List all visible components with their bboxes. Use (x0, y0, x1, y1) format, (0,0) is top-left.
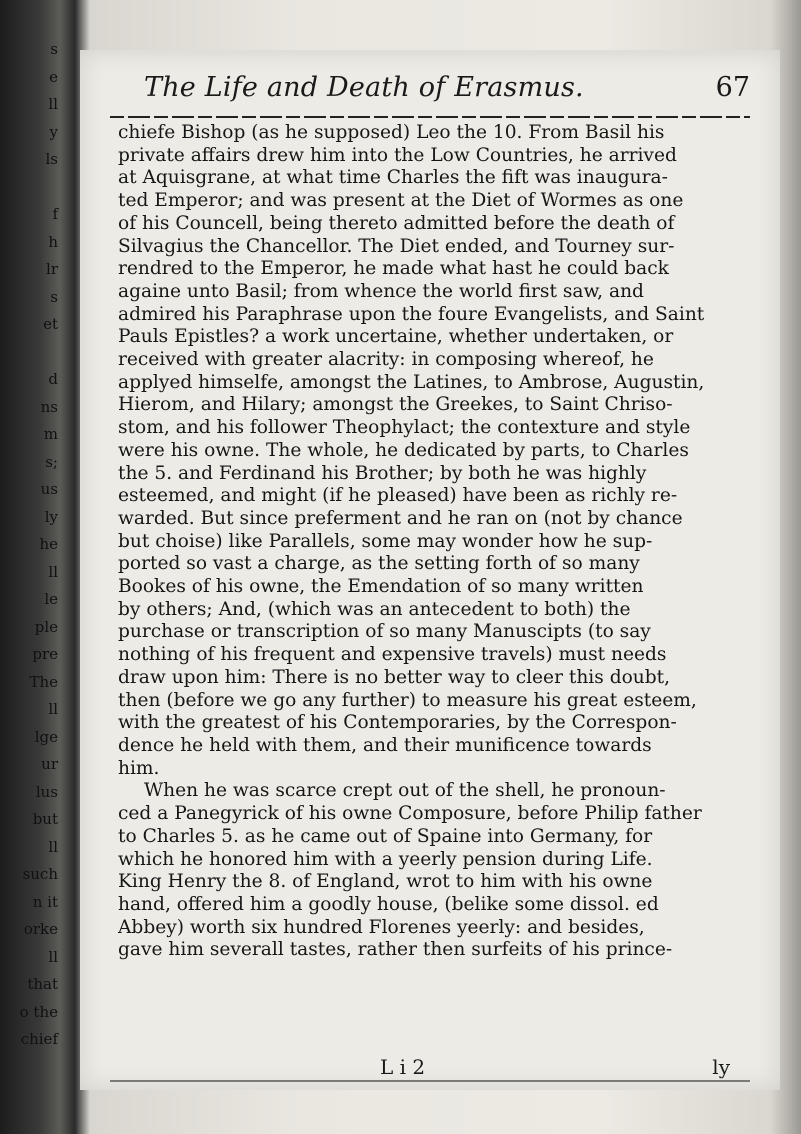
text-line: private affairs drew him into the Low Countries, he arrived (118, 144, 677, 166)
text-line: him. (118, 757, 160, 779)
signature-mark: L i 2 (380, 1055, 426, 1079)
margin-fragment: lge (34, 727, 58, 746)
text-line: King Henry the 8. of England, wrot to him with his owne (118, 871, 653, 893)
page-header (110, 72, 750, 110)
text-line: to Charles 5. as he came out of Spaine into Germany, for (118, 825, 653, 847)
margin-fragment: o the (19, 1002, 58, 1021)
margin-fragment: lr (46, 260, 58, 278)
margin-fragment: pre (32, 645, 58, 663)
margin-fragment: that (27, 975, 58, 993)
margin-fragment: et (43, 315, 58, 333)
text-line: draw upon him: There is no better way to cleer this doubt, (118, 666, 671, 688)
margin-fragment: e (49, 67, 58, 86)
text-line: received with greater alacrity: in composing whereof, he (118, 349, 654, 371)
text-line: warded. But since preferment and he ran on (not by chance (118, 507, 683, 529)
text-line: the 5. and Ferdinand his Brother; by both he was highly (118, 462, 647, 484)
margin-fragment: lus (35, 782, 58, 801)
text-line: Bookes of his owne, the Emendation of so many written (118, 576, 644, 598)
text-line: rendred to the Emperor, he made what hast he could back (118, 258, 669, 280)
header-rule (110, 116, 750, 118)
text-line: Abbey) worth six hundred Florenes yeerly: and besides, (118, 916, 645, 938)
text-line: admired his Paraphrase upon the foure Evangelists, and Saint (118, 303, 705, 325)
text-line: stom, and his follower Theophylact; the contexture and style (118, 417, 691, 439)
text-line: dence he held with them, and their munificence towards (118, 734, 652, 756)
margin-fragment: orke (23, 920, 58, 938)
text-line: nothing of his frequent and expensive travels) must needs (118, 644, 667, 666)
text-line: with the greatest of his Contemporaries, by the Correspon- (118, 712, 677, 734)
margin-fragment: ns (40, 397, 58, 416)
text-line: Silvagius the Chancellor. The Diet ended, and Tourney sur- (118, 235, 675, 257)
text-line: chiefe Bishop (as he supposed) Leo the 10. From Basil his (118, 122, 665, 143)
text-line: purchase or transcription of so many Manuscipts (to say (118, 621, 651, 643)
margin-fragment: ll (48, 562, 58, 581)
margin-fragment: s; (45, 452, 58, 471)
text-line: applyed himselfe, amongst the Latines, to Ambrose, Augustin, (118, 371, 705, 393)
margin-fragment: such (22, 865, 58, 883)
margin-fragment: f (52, 205, 58, 223)
text-line: When he was scarce crept out of the shell, he pronoun- (144, 780, 666, 802)
book-page (80, 50, 780, 1090)
text-line: ported so vast a charge, as the setting forth of so many (118, 553, 640, 575)
margin-fragment: le (44, 590, 58, 608)
margin-fragment: d (48, 370, 58, 388)
text-line: againe unto Basil; from whence the world first saw, and (118, 280, 644, 302)
margin-fragment: n it (32, 892, 58, 911)
margin-fragment: s (50, 287, 58, 306)
margin-fragment: ll (48, 947, 58, 966)
page-number: 67 (715, 72, 750, 103)
margin-fragment: ll (48, 95, 58, 113)
margin-fragment: s (50, 40, 58, 58)
text-line: were his owne. The whole, he dedicated by parts, to Charles (118, 439, 689, 461)
margin-fragment: ple (34, 617, 58, 636)
text-line: of his Councell, being thereto admitted before the death of (118, 212, 675, 234)
running-head: The Life and Death of Erasmus. (144, 72, 584, 103)
margin-fragment: ll (48, 837, 58, 856)
text-line: by others; And, (which was an antecedent to both) the (118, 598, 631, 620)
text-line: hand, offered him a goodly house, (belike some dissol. ed (118, 893, 659, 915)
margin-fragment: but (32, 810, 58, 828)
margin-fragment: he (39, 535, 58, 553)
text-line: ted Emperor; and was present at the Diet of Wormes as one (118, 190, 684, 212)
text-line: but choise) like Parallels, some may wonder how he sup- (118, 530, 653, 552)
facing-page-bleed (0, 40, 62, 1100)
margin-fragment: ly (44, 507, 58, 526)
text-line: esteemed, and might (if he pleased) have been as richly re- (118, 485, 678, 507)
margin-fragment: h (48, 232, 58, 251)
text-line: ced a Panegyrick of his owne Composure, before Philip father (118, 803, 702, 825)
margin-fragment: us (40, 480, 58, 498)
margin-fragment: m (43, 425, 58, 443)
text-line: which he honored him with a yeerly pension during Life. (118, 848, 653, 870)
catchword: ly (712, 1055, 730, 1079)
footer-rule (110, 1080, 750, 1082)
text-line: Pauls Epistles? a work uncertaine, whether undertaken, or (118, 326, 674, 348)
text-line: gave him severall tastes, rather then surfeits of his prince- (118, 939, 673, 961)
text-line: at Aquisgrane, at what time Charles the fift was inaugura- (118, 167, 668, 189)
body-text (118, 122, 738, 962)
margin-fragment: ll (48, 700, 58, 718)
margin-fragment: The (29, 672, 58, 691)
margin-fragment: ls (45, 150, 58, 168)
margin-fragment: ur (41, 755, 58, 773)
page-footer (110, 1055, 750, 1079)
margin-fragment: y (49, 122, 58, 141)
text-line: then (before we go any further) to measure his great esteem, (118, 689, 697, 711)
margin-fragment: chief (20, 1030, 58, 1048)
text-line: Hierom, and Hilary; amongst the Greekes, to Saint Chriso- (118, 394, 673, 416)
